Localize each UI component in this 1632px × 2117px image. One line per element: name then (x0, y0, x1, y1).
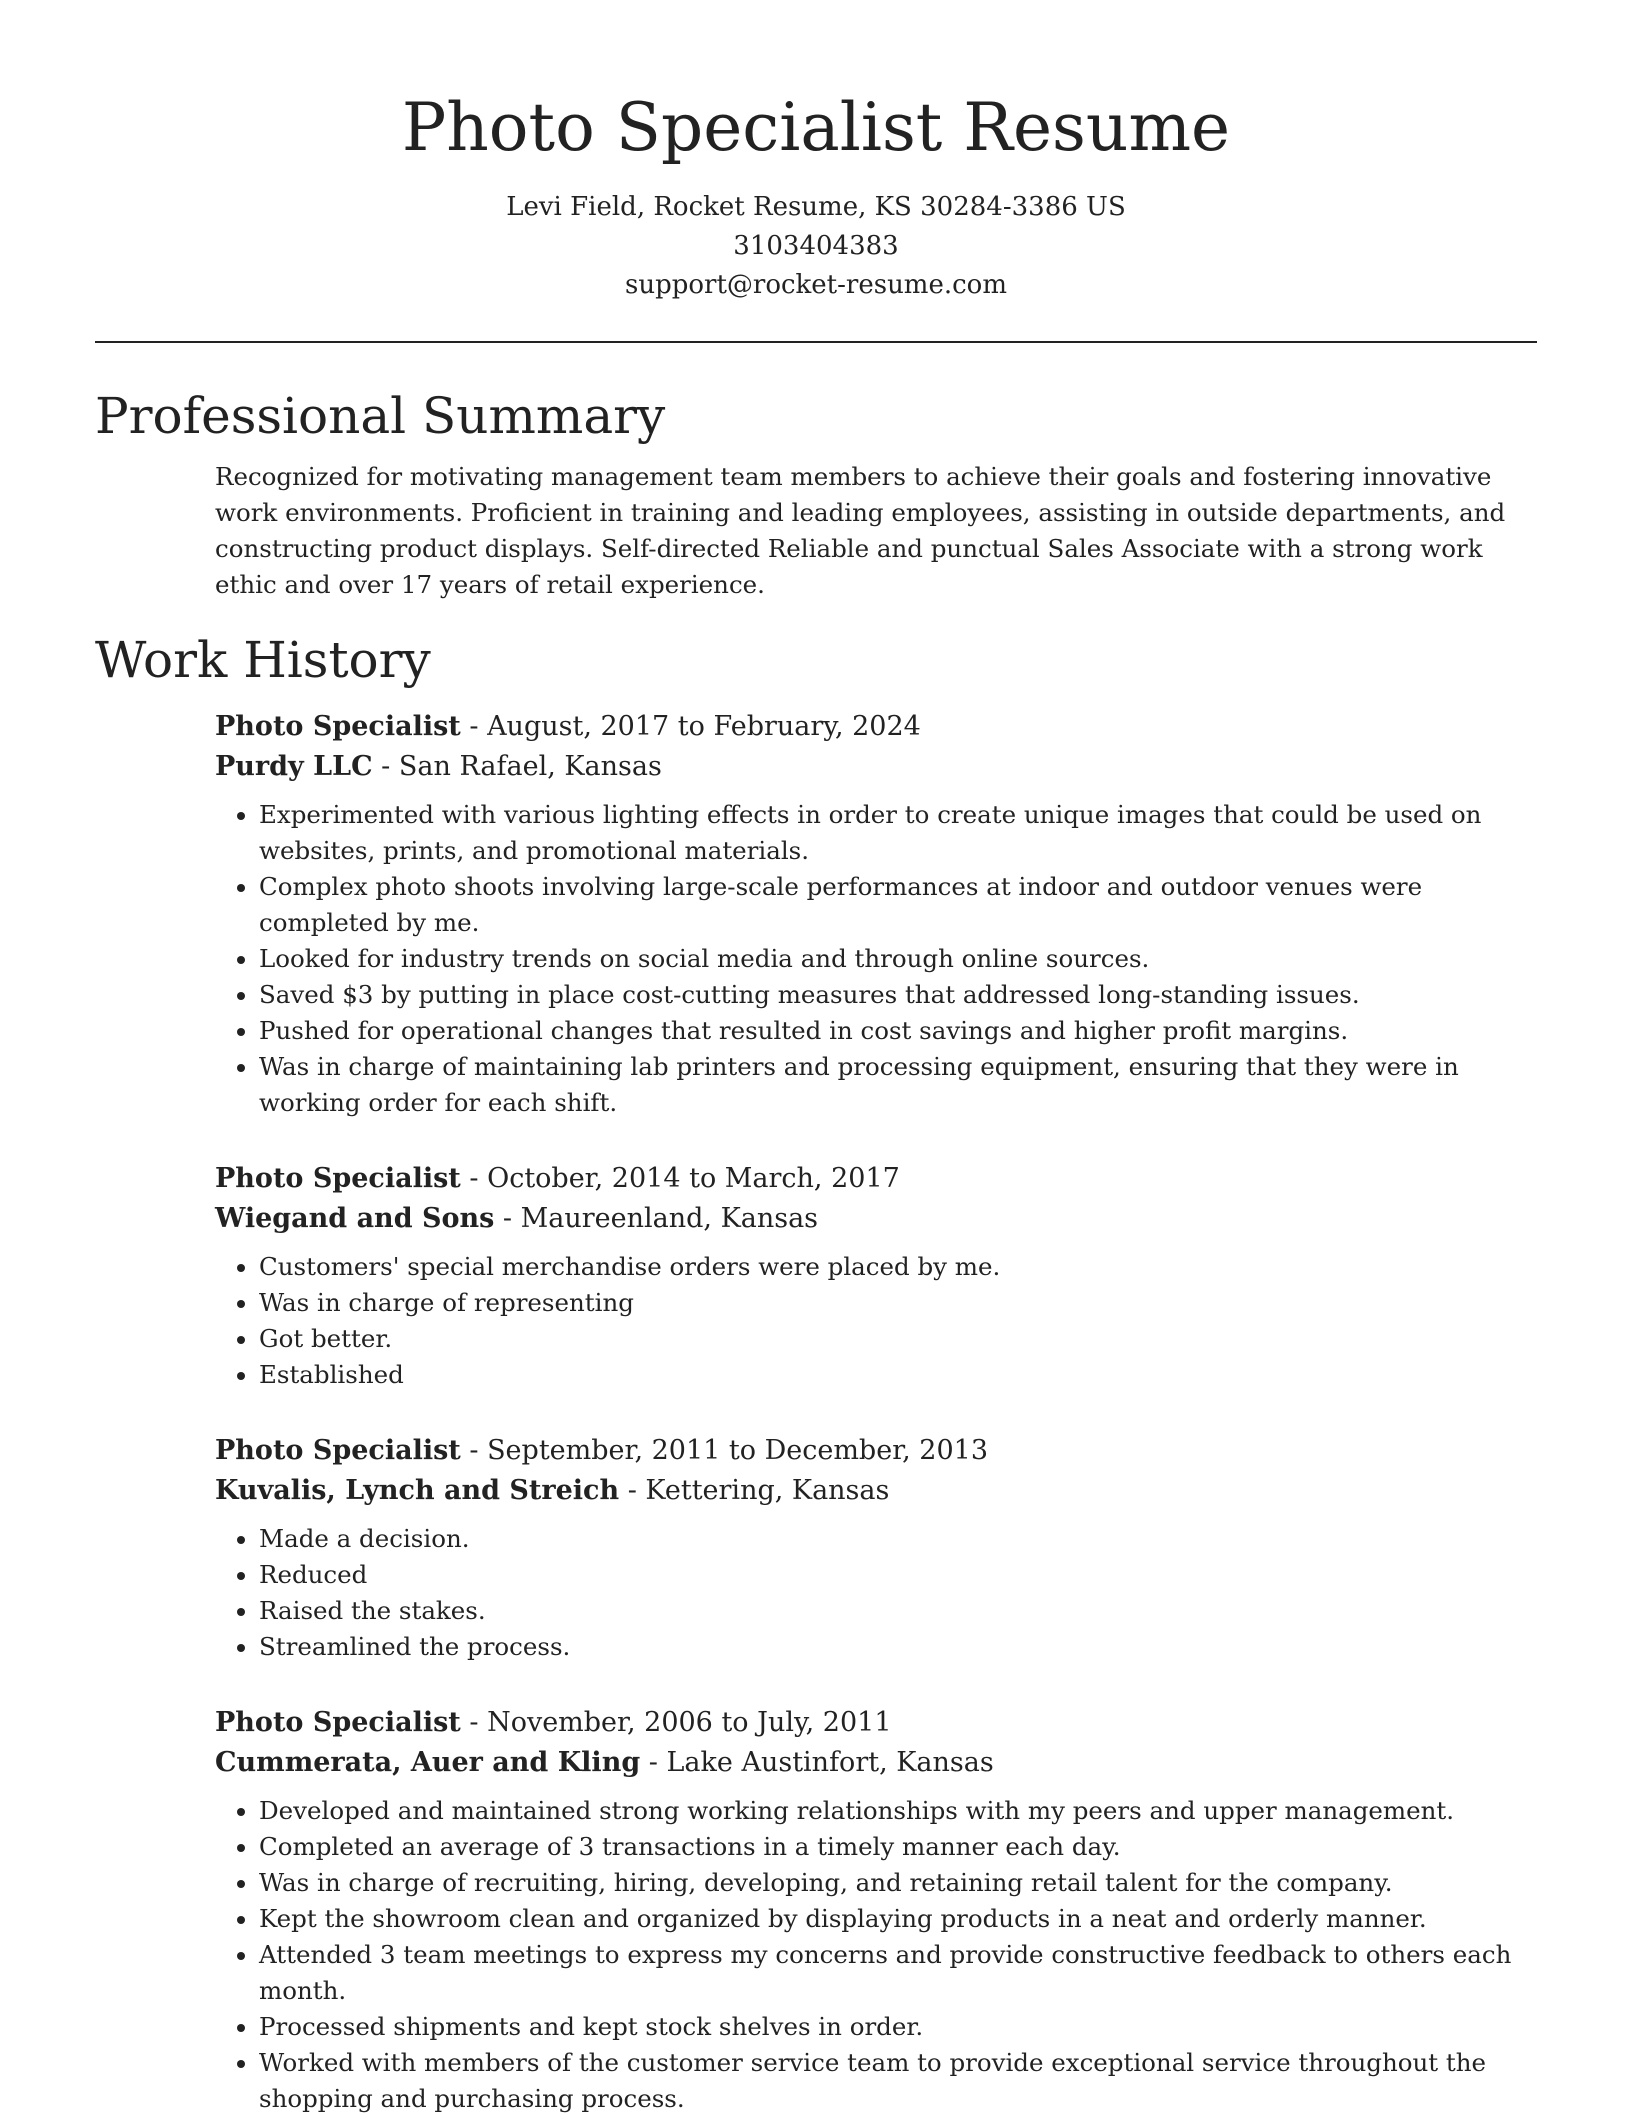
job-company-line (215, 1743, 1537, 1783)
job-company: Wiegand and Sons (215, 1203, 495, 1234)
job-separator: - (460, 1707, 488, 1738)
job-bullet: • Established (259, 1357, 1537, 1393)
job-bullet: • Was in charge of representing (259, 1285, 1537, 1321)
job-company-line (215, 1471, 1537, 1511)
job-bullet: • Complex photo shoots involving large-scale performances at indoor and outdoor venues were completed by me. (259, 869, 1537, 941)
job-bullet: • Developed and maintained strong working relationships with my peers and upper management. (259, 1793, 1537, 1829)
job-bullet: • Looked for industry trends on social media and through online sources. (259, 941, 1537, 977)
job-bullets (215, 1249, 1537, 1393)
summary-text: Recognized for motivating management team members to achieve their goals and fostering innovative work environments. Proficient in training and leading employees, assisting in outside departments, and constructing product displays. Self-directed Reliable and punctual Sales Associate with a strong work ethic and over 17 years of retail experience. (215, 462, 1506, 599)
job-bullets (215, 1521, 1537, 1665)
job-title-line (215, 1703, 1537, 1743)
summary-heading: Professional Summary (95, 387, 666, 445)
job-bullet: • Experimented with various lighting effects in order to create unique images that could be used on websites, prints, and promotional materials. (259, 797, 1537, 869)
job-separator: - (460, 1163, 488, 1194)
job-title: Photo Specialist (215, 1435, 461, 1466)
job-bullet: • Processed shipments and kept stock shelves in order. (259, 2009, 1537, 2045)
job-bullet: • Kept the showroom clean and organized by displaying products in a neat and orderly manner. (259, 1901, 1537, 1937)
job-dates: October, 2014 to March, 2017 (487, 1163, 900, 1194)
job-company: Kuvalis, Lynch and Streich (215, 1475, 620, 1506)
contact-phone: 3103404383 (733, 231, 899, 261)
job-entry (215, 1431, 1537, 1665)
job-bullet: • Made a decision. (259, 1521, 1537, 1557)
job-location: Kettering, Kansas (645, 1475, 890, 1506)
contact-email: support@rocket-resume.com (624, 270, 1007, 300)
work-history-heading: Work History (95, 631, 431, 689)
job-entry (215, 1703, 1537, 2117)
job-separator: - (372, 751, 399, 782)
job-dates: September, 2011 to December, 2013 (487, 1435, 989, 1466)
job-company: Cummerata, Auer and Kling (215, 1747, 641, 1778)
job-bullet: • Was in charge of recruiting, hiring, developing, and retaining retail talent for the company. (259, 1865, 1537, 1901)
job-entry (215, 707, 1537, 1121)
work-history-list (95, 707, 1537, 2117)
job-title: Photo Specialist (215, 1163, 461, 1194)
resume-page (95, 0, 1537, 2117)
job-title-line (215, 707, 1537, 747)
job-bullet: • Streamlined the process. (259, 1629, 1537, 1665)
page-title: Photo Specialist Resume (401, 89, 1231, 166)
job-bullet: • Saved $3 by putting in place cost-cutting measures that addressed long-standing issues. (259, 977, 1537, 1013)
job-entry (215, 1159, 1537, 1393)
job-location: Maureenland, Kansas (520, 1203, 819, 1234)
job-bullet: • Got better. (259, 1321, 1537, 1357)
job-dates: August, 2017 to February, 2024 (487, 711, 921, 742)
contact-address: Levi Field, Rocket Resume, KS 30284-3386 US (506, 192, 1126, 222)
job-separator: - (494, 1203, 521, 1234)
job-bullet: • Pushed for operational changes that resulted in cost savings and higher profit margins. (259, 1013, 1537, 1049)
job-separator: - (460, 1435, 488, 1466)
job-bullet: • Customers' special merchandise orders were placed by me. (259, 1249, 1537, 1285)
job-title-line (215, 1159, 1537, 1199)
job-company-line (215, 1199, 1537, 1239)
job-bullet: • Was in charge of maintaining lab printers and processing equipment, ensuring that they were in working order for each shift. (259, 1049, 1537, 1121)
job-bullet: • Worked with members of the customer service team to provide exceptional service throughout the shopping and purchasing process. (259, 2045, 1537, 2117)
job-bullets (215, 1793, 1537, 2117)
job-bullet: • Completed an average of 3 transactions in a timely manner each day. (259, 1829, 1537, 1865)
job-location: Lake Austinfort, Kansas (666, 1747, 994, 1778)
header-divider (95, 341, 1537, 343)
job-dates: November, 2006 to July, 2011 (487, 1707, 892, 1738)
job-bullet: • Reduced (259, 1557, 1537, 1593)
job-bullets (215, 797, 1537, 1121)
job-bullet: • Raised the stakes. (259, 1593, 1537, 1629)
job-title-line (215, 1431, 1537, 1471)
job-company-line (215, 747, 1537, 787)
job-company: Purdy LLC (215, 751, 373, 782)
job-title: Photo Specialist (215, 711, 461, 742)
job-title: Photo Specialist (215, 1707, 461, 1738)
job-separator: - (619, 1475, 646, 1506)
job-location: San Rafael, Kansas (398, 751, 662, 782)
job-bullet: • Attended 3 team meetings to express my concerns and provide constructive feedback to others each month. (259, 1937, 1537, 2009)
job-separator: - (460, 711, 488, 742)
contact-block (95, 188, 1537, 305)
job-separator: - (640, 1747, 667, 1778)
